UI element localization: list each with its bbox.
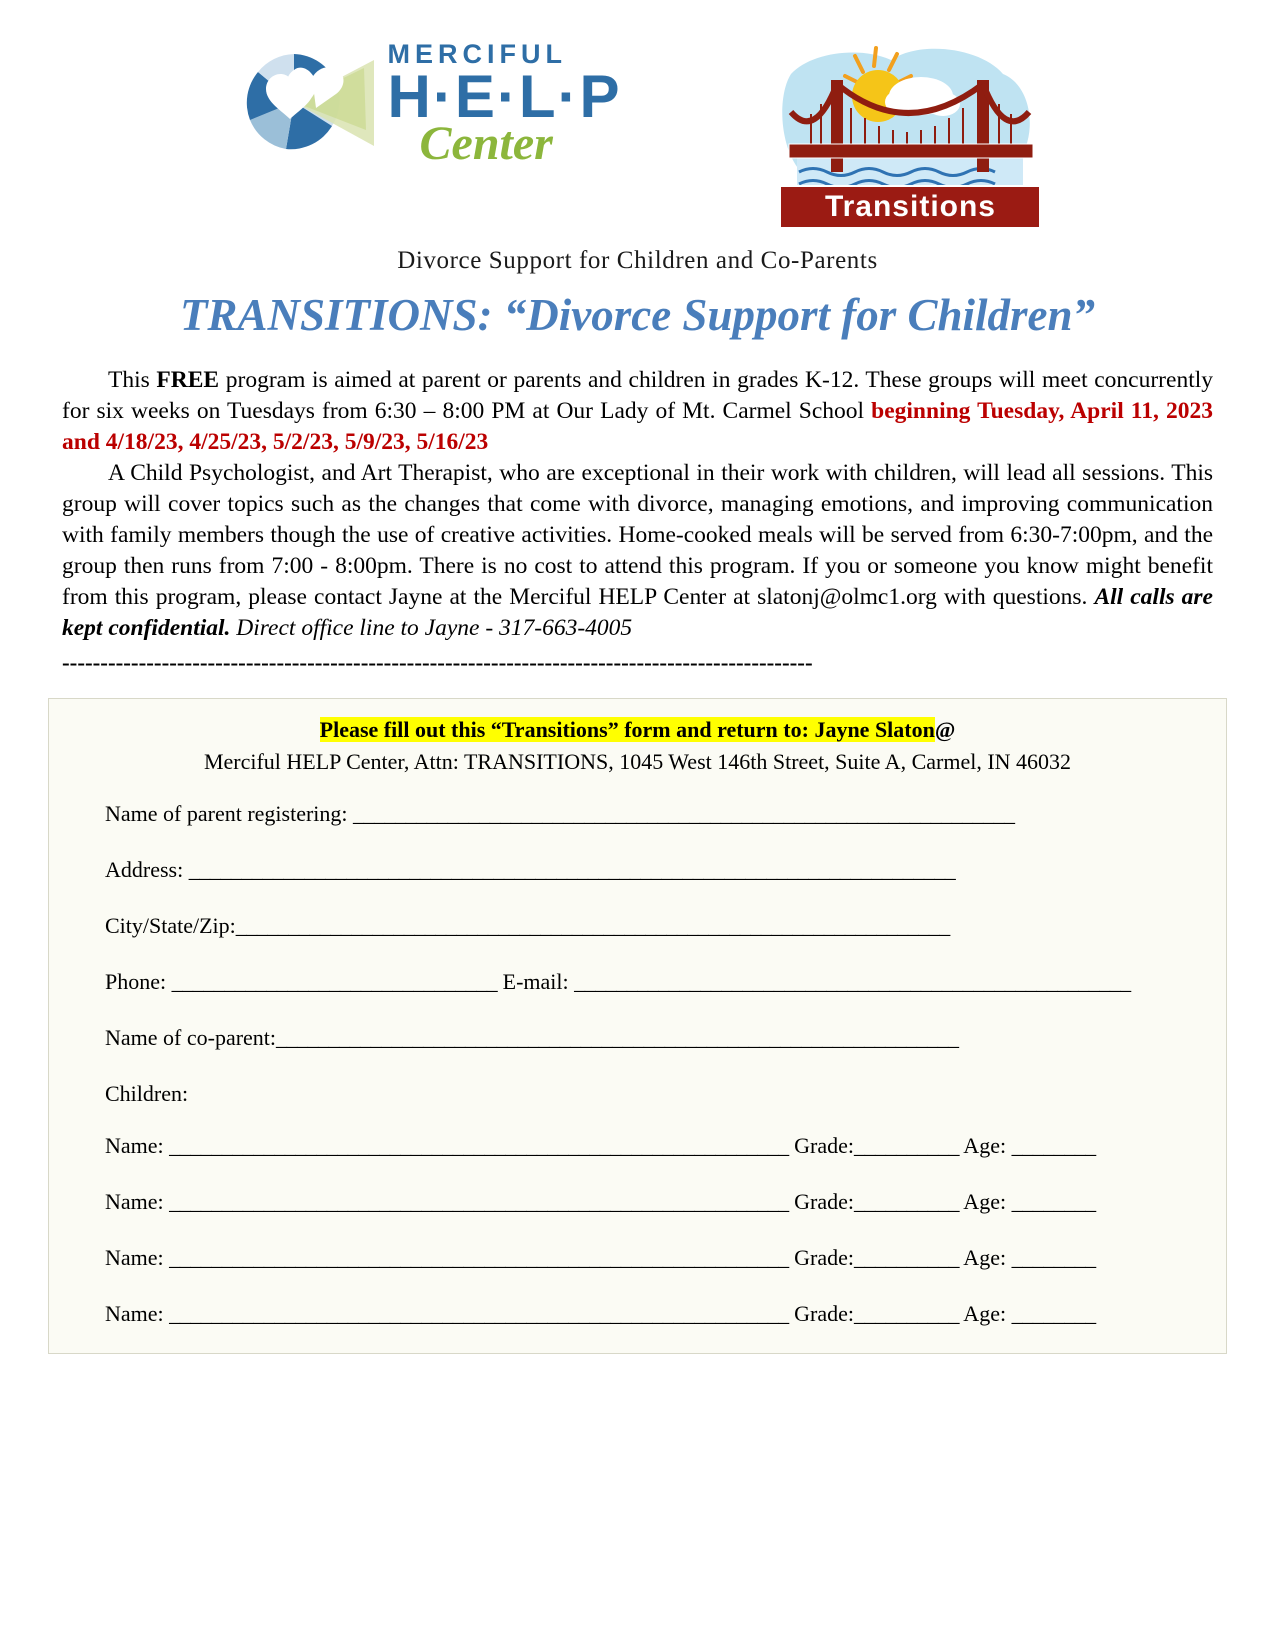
field-phone-label: Phone: (105, 969, 172, 995)
flyer-subtitle: Divorce Support for Children and Co-Parents (397, 247, 878, 274)
child-4-grade-rule[interactable]: __________ (854, 1301, 960, 1327)
field-parent-name-rule[interactable]: _______________________________________________________________ (353, 801, 1015, 827)
child-3-age-label: Age: (959, 1245, 1012, 1271)
field-email-rule[interactable]: _____________________________________________________ (574, 969, 1131, 995)
child-1-name-rule[interactable]: ___________________________________________________________ (169, 1133, 789, 1159)
heart-hand-sunburst-icon (224, 34, 374, 174)
field-parent-name-label: Name of parent registering: (105, 801, 354, 827)
children-section-label: Children: (105, 1081, 189, 1107)
child-4-name-label: Name: (105, 1301, 170, 1327)
transitions-band-label: Transitions (824, 190, 996, 223)
p1-red-dates: beginning Tuesday, April 11, 2023 and 4/18/23, 4/25/23, 5/2/23, 5/9/23, 5/16/23 (62, 398, 1213, 456)
divider-dashed: -------------------------------------------------------------------------------------------------- (62, 650, 813, 676)
child-1-age-label: Age: (959, 1133, 1012, 1159)
merciful-help-center-wordmark (387, 38, 622, 170)
field-phone-rule[interactable]: _______________________________ (171, 969, 498, 995)
child-row-4[interactable] (105, 1301, 1226, 1327)
child-4-grade-label: Grade: (788, 1301, 855, 1327)
paragraph-two (62, 458, 1213, 644)
logo-line-help: H·E·L·P (387, 62, 622, 130)
p1-part-a: This (108, 367, 157, 393)
field-coparent-name[interactable] (105, 1025, 1226, 1051)
child-row-1[interactable] (105, 1133, 1226, 1159)
field-city-state-zip-rule[interactable]: ____________________________________________________________________ (235, 913, 950, 939)
child-row-2[interactable] (105, 1189, 1226, 1215)
field-address-label: Address: (105, 857, 189, 883)
field-address[interactable] (105, 857, 1226, 883)
flyer-title: TRANSITIONS: “Divorce Support for Children” (179, 290, 1096, 340)
form-heading-tail: @ (934, 717, 956, 743)
child-2-name-rule[interactable]: ___________________________________________________________ (169, 1189, 789, 1215)
logo-line-merciful: MERCIFUL (387, 38, 567, 69)
p1-part-b: program is aimed at parent or parents and children in grades K-12. These groups will meet concurrently for six weeks on Tuesdays from 6:30 – 8:00 PM at Our Lady of Mt. Carmel School (62, 367, 1213, 425)
p1-free: FREE (156, 367, 220, 393)
logo-line-center: Center (419, 116, 553, 170)
child-2-name-label: Name: (105, 1189, 170, 1215)
registration-form (48, 698, 1227, 1354)
child-2-age-label: Age: (959, 1189, 1012, 1215)
field-phone-email[interactable] (105, 969, 1226, 995)
p2-confidential: All calls are kept confidential. (62, 584, 1213, 642)
child-1-grade-rule[interactable]: __________ (854, 1133, 960, 1159)
form-heading-address: Merciful HELP Center, Attn: TRANSITIONS, 1045 West 146th Street, Suite A, Carmel, IN 46032 (203, 749, 1072, 775)
child-3-grade-label: Grade: (788, 1245, 855, 1271)
transitions-logo (771, 34, 1051, 229)
child-4-name-rule[interactable]: ___________________________________________________________ (169, 1301, 789, 1327)
bridge-sun-cloud-icon (771, 34, 1051, 229)
child-1-grade-label: Grade: (788, 1133, 855, 1159)
field-email-label: E-mail: (497, 969, 575, 995)
field-address-rule[interactable]: _________________________________________________________________________ (188, 857, 956, 883)
child-1-age-rule[interactable]: ________ (1011, 1133, 1096, 1159)
child-3-age-rule[interactable]: ________ (1011, 1245, 1096, 1271)
form-heading-highlight: Please fill out this “Transitions” form and return to: Jayne Slaton (319, 717, 935, 743)
field-coparent-name-rule[interactable]: _________________________________________________________________ (276, 1025, 959, 1051)
child-4-age-label: Age: (959, 1301, 1012, 1327)
logo-row (0, 0, 1275, 229)
paragraph-one (62, 365, 1213, 458)
child-row-3[interactable] (105, 1245, 1226, 1271)
p2-part-a: A Child Psychologist, and Art Therapist, who are exceptional in their work with children, will lead all sessions. This group will cover topics such as the changes that come with divorce, managing emotions, and improving communication with family members though the use of creative activities. Home-cooked meals will be served from 6:30-7:00pm, and the group then runs from 7:00 - 8:00pm. There is no cost to attend this program. If you or someone you know might benefit from this program, please contact Jayne at the Merciful HELP Center at slatonj@olmc1.org with questions. (62, 460, 1213, 611)
child-3-name-rule[interactable]: ___________________________________________________________ (169, 1245, 789, 1271)
field-parent-name[interactable] (105, 801, 1226, 827)
body-copy (62, 365, 1213, 644)
child-2-grade-rule[interactable]: __________ (854, 1189, 960, 1215)
form-heading-primary (49, 717, 1226, 743)
child-1-name-label: Name: (105, 1133, 170, 1159)
merciful-help-center-logo (224, 34, 622, 174)
child-3-grade-rule[interactable]: __________ (854, 1245, 960, 1271)
p2-phone-line: Direct office line to Jayne - 317-663-4005 (230, 615, 633, 642)
transitions-band (779, 185, 1041, 229)
field-city-state-zip[interactable] (105, 913, 1226, 939)
child-4-age-rule[interactable]: ________ (1011, 1301, 1096, 1327)
child-2-age-rule[interactable]: ________ (1011, 1189, 1096, 1215)
child-2-grade-label: Grade: (788, 1189, 855, 1215)
field-city-state-zip-label: City/State/Zip: (105, 913, 236, 939)
child-3-name-label: Name: (105, 1245, 170, 1271)
field-coparent-name-label: Name of co-parent: (105, 1025, 277, 1051)
